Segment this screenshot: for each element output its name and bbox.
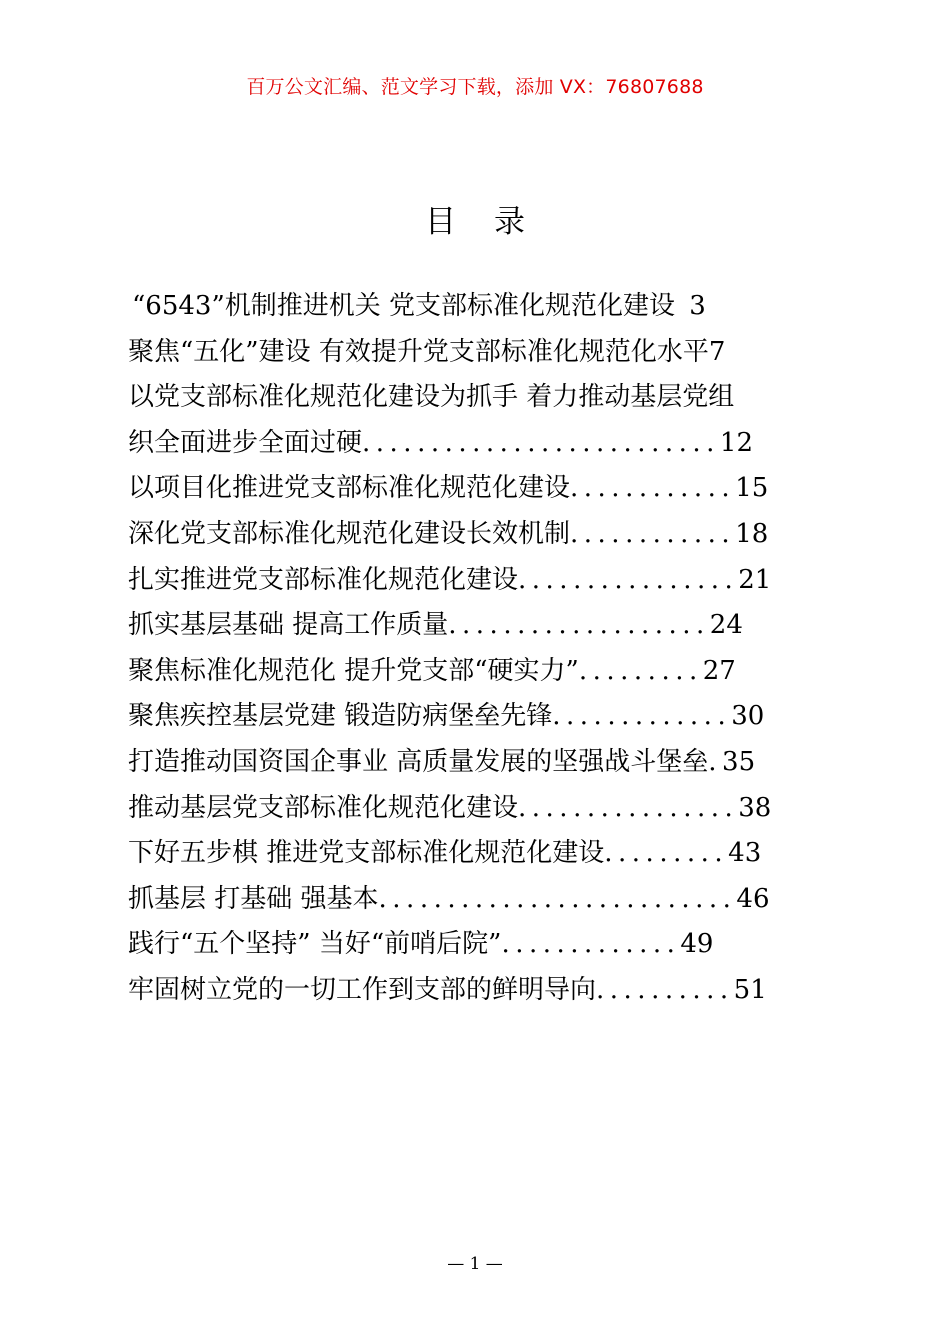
toc-entry[interactable] bbox=[128, 466, 828, 512]
toc-entry[interactable] bbox=[128, 284, 828, 330]
toc-entry-page: 18 bbox=[735, 518, 769, 549]
toc-entry-page: 49 bbox=[680, 929, 714, 960]
toc-entry-title: 聚焦“五化”建设 有效提升党支部标准化规范化水平 bbox=[128, 336, 709, 367]
page-number-footer: — 1 — bbox=[447, 1254, 503, 1274]
toc-entry-leader: ......... bbox=[578, 655, 703, 686]
toc-entry[interactable] bbox=[128, 512, 828, 558]
table-of-contents bbox=[128, 284, 828, 1014]
toc-entry-title: 扎实推进党支部标准化规范化建设 bbox=[128, 564, 519, 595]
toc-entry-leader: ............. bbox=[552, 701, 732, 732]
toc-entry-page: 30 bbox=[731, 701, 765, 732]
toc-entry-leader: ................... bbox=[448, 610, 710, 641]
toc-entry[interactable] bbox=[128, 786, 828, 832]
toc-entry-leader: ................ bbox=[518, 564, 739, 595]
toc-entry-leader: .......................... bbox=[378, 883, 737, 914]
toc-entry-page: 12 bbox=[719, 427, 753, 458]
toc-entry-leader: . bbox=[708, 746, 723, 777]
toc-entry-title: 打造推动国资国企事业 高质量发展的坚强战斗堡垒 bbox=[128, 746, 709, 777]
toc-entry[interactable] bbox=[128, 649, 828, 695]
toc-entry-page: 24 bbox=[709, 610, 743, 641]
toc-entry-leader bbox=[675, 291, 689, 321]
toc-entry[interactable] bbox=[128, 603, 828, 649]
toc-entry-title: 践行“五个坚持” 当好“前哨后院” bbox=[128, 929, 502, 960]
toc-entry-leader: .......................... bbox=[362, 427, 720, 458]
toc-entry-page: 3 bbox=[689, 291, 706, 321]
toc-entry[interactable] bbox=[128, 694, 828, 740]
title-part-2: 录 bbox=[494, 204, 525, 240]
toc-entry[interactable] bbox=[128, 421, 828, 467]
toc-entry-title: 聚焦标准化规范化 提升党支部“硬实力” bbox=[128, 655, 579, 686]
toc-entry-title: 抓基层 打基础 强基本 bbox=[128, 883, 379, 914]
toc-entry-page: 46 bbox=[736, 883, 770, 914]
toc-entry-leader: ......... bbox=[604, 838, 729, 869]
toc-entry-page: 35 bbox=[722, 746, 756, 777]
toc-entry-page: 27 bbox=[702, 655, 736, 686]
toc-entry-leader: ............ bbox=[570, 518, 736, 549]
title-part-1: 目 bbox=[425, 204, 456, 240]
toc-entry-title: “6543”机制推进机关 党支部标准化规范化建设 bbox=[132, 291, 676, 321]
toc-entry-title: 聚焦疾控基层党建 锻造防病堡垒先锋 bbox=[128, 701, 553, 732]
toc-entry-leader: ............ bbox=[570, 473, 736, 504]
toc-entry[interactable] bbox=[128, 831, 828, 877]
toc-entry-title: 以党支部标准化规范化建设为抓手 着力推动基层党组 bbox=[128, 382, 735, 413]
toc-entry-title: 以项目化推进党支部标准化规范化建设 bbox=[128, 473, 571, 504]
toc-entry[interactable] bbox=[128, 558, 828, 604]
toc-entry[interactable] bbox=[128, 740, 828, 786]
toc-entry-page: 51 bbox=[733, 974, 767, 1005]
toc-entry-leader: ................ bbox=[518, 792, 739, 823]
toc-entry-page: 43 bbox=[728, 838, 762, 869]
toc-entry-page: 15 bbox=[735, 473, 769, 504]
toc-entry-title: 牢固树立党的一切工作到支部的鲜明导向 bbox=[128, 974, 597, 1005]
toc-entry-leader: .......... bbox=[596, 974, 734, 1005]
toc-entry-title: 深化党支部标准化规范化建设长效机制 bbox=[128, 518, 571, 549]
toc-entry-title: 下好五步棋 推进党支部标准化规范化建设 bbox=[128, 838, 605, 869]
toc-entry-page: 21 bbox=[738, 564, 772, 595]
toc-entry-page: 38 bbox=[738, 792, 772, 823]
toc-entry[interactable] bbox=[128, 330, 828, 376]
toc-entry[interactable] bbox=[128, 375, 828, 421]
toc-entry[interactable] bbox=[128, 922, 828, 968]
toc-entry-page: 7 bbox=[708, 336, 726, 367]
toc-entry-title: 推动基层党支部标准化规范化建设 bbox=[128, 792, 519, 823]
toc-entry-title: 织全面进步全面过硬 bbox=[128, 427, 363, 458]
toc-entry[interactable] bbox=[128, 968, 828, 1014]
header-banner: 百万公文汇编、范文学习下载，添加 VX：76807688 bbox=[246, 76, 704, 98]
toc-entry[interactable] bbox=[128, 877, 828, 923]
page-title bbox=[0, 196, 950, 241]
toc-entry-leader: ............. bbox=[501, 929, 681, 960]
toc-entry-title: 抓实基层基础 提高工作质量 bbox=[128, 610, 449, 641]
